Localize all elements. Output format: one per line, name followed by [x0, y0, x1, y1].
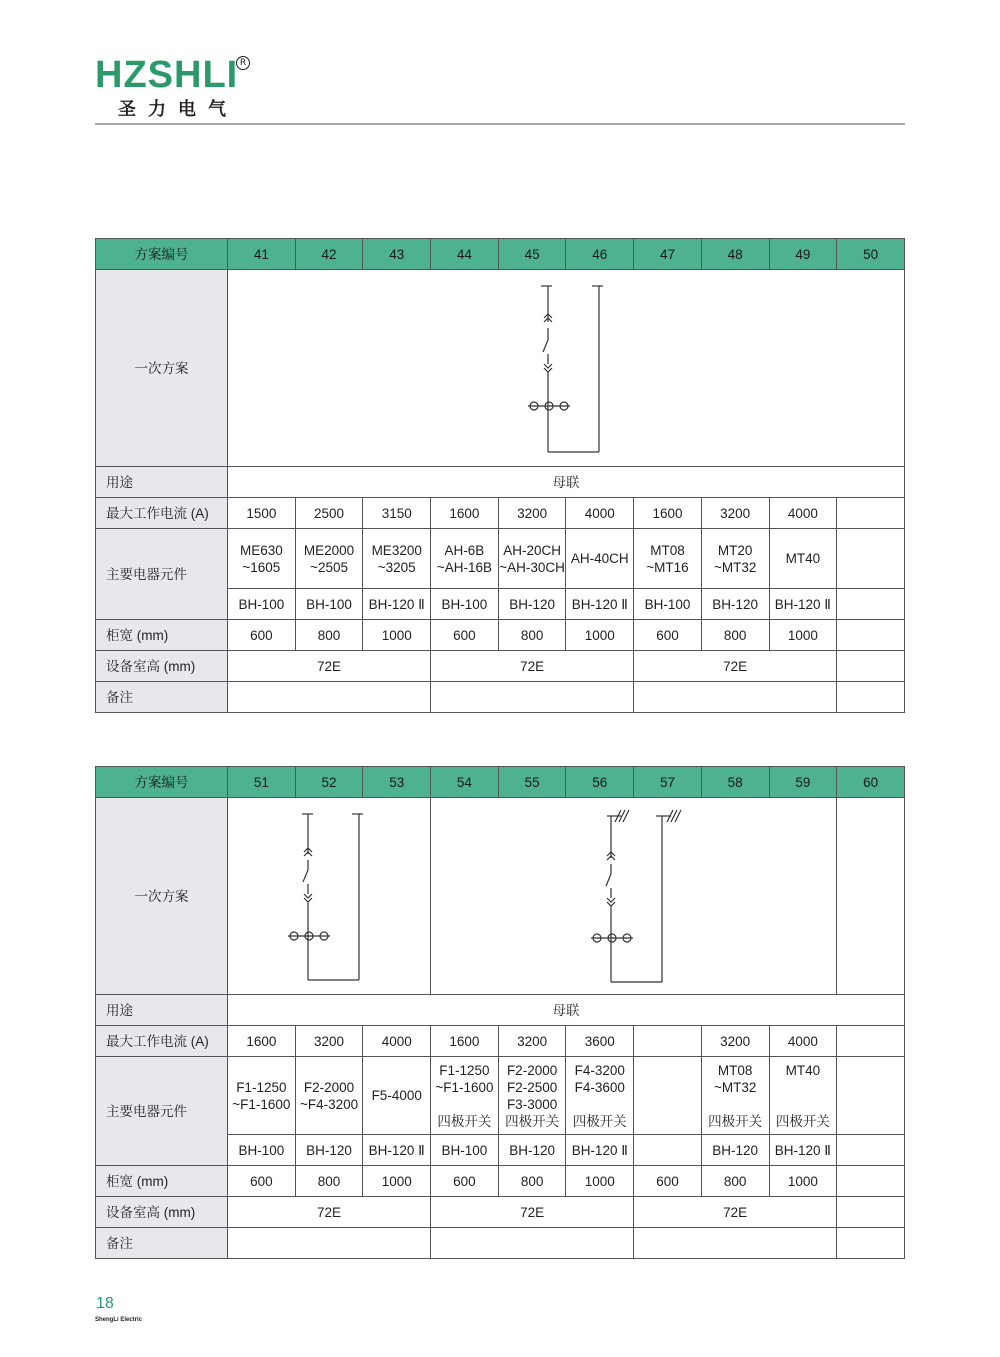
width-value — [837, 620, 905, 651]
row-label: 最大工作电流 (A) — [96, 1026, 228, 1057]
component-line: ~F1-1600 — [435, 1079, 494, 1095]
component-line: F1-1250 — [236, 1079, 287, 1095]
component-line: MT08 — [717, 1062, 753, 1078]
room-height-row — [96, 1197, 905, 1228]
usage-value: 母联 — [228, 467, 905, 498]
width-value: 800 — [295, 1166, 363, 1197]
scheme-number: 49 — [769, 239, 837, 270]
single-line-diagram — [228, 270, 905, 467]
note-cell — [837, 682, 905, 713]
component-cell — [769, 1057, 837, 1135]
component-line: ~MT32 — [713, 1079, 757, 1095]
note-cell — [431, 1228, 634, 1259]
current-value — [837, 1026, 905, 1057]
primary-scheme-row — [96, 270, 905, 467]
width-value: 1000 — [566, 620, 634, 651]
component-line — [431, 1096, 498, 1113]
component-cell — [701, 529, 769, 589]
component-value: BH-120 — [498, 1135, 566, 1166]
current-value: 4000 — [769, 1026, 837, 1057]
component-value: BH-100 — [295, 589, 363, 620]
current-value: 3200 — [295, 1026, 363, 1057]
component-line: F2-2500 — [506, 1079, 558, 1095]
component-value: BH-120 Ⅱ — [566, 1135, 634, 1166]
components-top-row — [96, 529, 905, 589]
component-cell — [498, 1057, 566, 1135]
component-value: BH-100 — [431, 589, 499, 620]
width-value: 600 — [228, 620, 296, 651]
component-cell — [431, 1057, 499, 1135]
component-line: 四极开关 — [775, 1113, 830, 1129]
component-line: MT08 — [650, 542, 685, 558]
room-value: 72E — [431, 1197, 634, 1228]
row-label: 最大工作电流 (A) — [96, 498, 228, 529]
current-value: 2500 — [295, 498, 363, 529]
component-value: BH-120 Ⅱ — [363, 1135, 431, 1166]
component-line: 四极开关 — [505, 1113, 560, 1129]
single-line-diagram-four-pole — [431, 798, 837, 995]
component-value: BH-100 — [228, 1135, 296, 1166]
current-value — [634, 1026, 702, 1057]
scheme-number: 57 — [634, 767, 702, 798]
header-label: 方案编号 — [96, 767, 228, 798]
component-cell — [566, 1057, 634, 1135]
room-value: 72E — [431, 651, 634, 682]
component-cell — [363, 1057, 431, 1135]
component-line: ME3200 — [371, 542, 422, 558]
component-cell — [295, 529, 363, 589]
components-top-row — [96, 1057, 905, 1135]
current-value: 3150 — [363, 498, 431, 529]
scheme-number: 54 — [431, 767, 499, 798]
scheme-number: 59 — [769, 767, 837, 798]
component-cell — [837, 529, 905, 589]
note-cell — [634, 682, 837, 713]
scheme-number: 50 — [837, 239, 905, 270]
width-value — [837, 1166, 905, 1197]
component-line: F2-2000 — [506, 1062, 558, 1078]
component-value: BH-120 Ⅱ — [363, 589, 431, 620]
note-row — [96, 1228, 905, 1259]
bus-tie-diagram — [228, 270, 904, 466]
current-row — [96, 1026, 905, 1057]
table-header-row — [96, 239, 905, 270]
width-value: 600 — [431, 620, 499, 651]
row-label: 主要电器元件 — [96, 529, 228, 620]
component-value: BH-120 Ⅱ — [769, 589, 837, 620]
room-value: 72E — [228, 1197, 431, 1228]
component-line: ~MT16 — [646, 559, 689, 575]
scheme-number: 43 — [363, 239, 431, 270]
row-label: 柜宽 (mm) — [96, 1166, 228, 1197]
component-cell — [498, 529, 566, 589]
note-cell — [228, 682, 431, 713]
current-value: 4000 — [769, 498, 837, 529]
component-cell — [431, 529, 499, 589]
component-cell — [566, 529, 634, 589]
component-line — [770, 1079, 837, 1096]
scheme-number: 47 — [634, 239, 702, 270]
component-cell — [295, 1057, 363, 1135]
primary-scheme-row — [96, 798, 905, 995]
brand-logo: HZSHLI — [95, 54, 239, 96]
scheme-number: 52 — [295, 767, 363, 798]
width-value: 1000 — [769, 1166, 837, 1197]
component-cell — [837, 1057, 905, 1135]
component-line — [566, 1096, 633, 1113]
usage-row — [96, 467, 905, 498]
usage-value: 母联 — [228, 995, 905, 1026]
component-cell — [363, 529, 431, 589]
current-value: 3200 — [701, 498, 769, 529]
scheme-number: 58 — [701, 767, 769, 798]
width-value: 600 — [228, 1166, 296, 1197]
row-label: 用途 — [96, 467, 228, 498]
current-value: 1600 — [634, 498, 702, 529]
component-line: F1-1250 — [439, 1062, 490, 1078]
current-value: 3200 — [701, 1026, 769, 1057]
component-line: AH-40CH — [570, 551, 629, 566]
row-label: 一次方案 — [96, 798, 228, 995]
component-line — [702, 1096, 769, 1113]
component-line: 四极开关 — [572, 1113, 627, 1129]
component-value — [837, 589, 905, 620]
note-cell — [228, 1228, 431, 1259]
header-divider — [95, 123, 905, 125]
component-value: BH-100 — [634, 589, 702, 620]
row-label: 一次方案 — [96, 270, 228, 467]
row-label: 设备室高 (mm) — [96, 1197, 228, 1228]
width-value: 600 — [431, 1166, 499, 1197]
room-value: 72E — [634, 1197, 837, 1228]
component-line: F4-3600 — [574, 1079, 625, 1095]
width-value: 1000 — [363, 1166, 431, 1197]
scheme-number: 60 — [837, 767, 905, 798]
current-value — [837, 498, 905, 529]
component-line: ME630 — [239, 542, 283, 558]
component-line — [770, 1096, 837, 1113]
component-line: ~MT32 — [713, 559, 757, 575]
component-line: ~1605 — [242, 559, 281, 575]
component-value: BH-120 — [295, 1135, 363, 1166]
single-line-diagram — [228, 798, 431, 995]
scheme-table-2 — [95, 766, 905, 1259]
header-label: 方案编号 — [96, 239, 228, 270]
room-height-row — [96, 651, 905, 682]
component-line: MT40 — [785, 1062, 821, 1078]
width-value: 800 — [295, 620, 363, 651]
usage-row — [96, 995, 905, 1026]
scheme-number: 51 — [228, 767, 296, 798]
component-cell — [634, 1057, 702, 1135]
component-cell — [769, 529, 837, 589]
component-line: MT40 — [785, 551, 821, 566]
room-value — [837, 651, 905, 682]
width-row — [96, 1166, 905, 1197]
component-value: BH-120 — [701, 1135, 769, 1166]
scheme-number: 55 — [498, 767, 566, 798]
current-value: 3200 — [498, 1026, 566, 1057]
registered-mark: R — [236, 56, 250, 70]
component-line: ~AH-30CH — [499, 559, 565, 575]
width-value: 1000 — [566, 1166, 634, 1197]
component-cell — [228, 529, 296, 589]
brand-name-cn: 圣力电气 — [118, 99, 238, 120]
current-value: 1500 — [228, 498, 296, 529]
component-line: F5-4000 — [371, 1088, 422, 1103]
footer-brand: ShengLi Electric — [95, 1317, 143, 1323]
component-cell — [634, 529, 702, 589]
width-value: 600 — [634, 1166, 702, 1197]
width-value: 1000 — [769, 620, 837, 651]
diagram-empty-cell — [837, 798, 905, 995]
component-line: 四极开关 — [437, 1113, 492, 1129]
component-value: BH-100 — [228, 589, 296, 620]
current-value: 3600 — [566, 1026, 634, 1057]
component-line: MT20 — [717, 542, 753, 558]
current-row — [96, 498, 905, 529]
component-value: BH-120 Ⅱ — [769, 1135, 837, 1166]
room-value: 72E — [634, 651, 837, 682]
component-line: F3-3000 — [506, 1096, 558, 1112]
width-value: 800 — [701, 1166, 769, 1197]
scheme-table-1 — [95, 238, 905, 713]
room-value: 72E — [228, 651, 431, 682]
scheme-number: 45 — [498, 239, 566, 270]
row-label: 柜宽 (mm) — [96, 620, 228, 651]
width-value: 800 — [701, 620, 769, 651]
bus-tie-diagram — [228, 798, 430, 994]
component-line: AH-6B — [444, 542, 485, 558]
scheme-number: 42 — [295, 239, 363, 270]
current-value: 1600 — [431, 1026, 499, 1057]
width-value: 800 — [498, 620, 566, 651]
scheme-number: 48 — [701, 239, 769, 270]
component-line: ~2505 — [310, 559, 348, 575]
component-line: 四极开关 — [708, 1113, 763, 1129]
note-cell — [837, 1228, 905, 1259]
component-line: F2-2000 — [303, 1079, 355, 1095]
current-value: 4000 — [566, 498, 634, 529]
current-value: 3200 — [498, 498, 566, 529]
scheme-number: 46 — [566, 239, 634, 270]
component-line: ~AH-16B — [436, 559, 492, 575]
component-value: BH-100 — [431, 1135, 499, 1166]
bus-tie-diagram-four-pole — [431, 798, 837, 994]
component-value: BH-120 Ⅱ — [566, 589, 634, 620]
table-header-row — [96, 767, 905, 798]
current-value: 4000 — [363, 1026, 431, 1057]
component-cell — [701, 1057, 769, 1135]
row-label: 用途 — [96, 995, 228, 1026]
row-label: 备注 — [96, 682, 228, 713]
width-value: 800 — [498, 1166, 566, 1197]
page-number: 18 — [96, 1295, 114, 1312]
component-line: ME2000 — [303, 542, 355, 558]
component-value — [634, 1135, 702, 1166]
note-cell — [634, 1228, 837, 1259]
component-line: ~F1-1600 — [232, 1096, 291, 1112]
width-value: 600 — [634, 620, 702, 651]
component-line: F4-3200 — [574, 1062, 625, 1078]
component-line: ~F4-3200 — [299, 1096, 359, 1112]
note-cell — [431, 682, 634, 713]
scheme-number: 53 — [363, 767, 431, 798]
scheme-number: 56 — [566, 767, 634, 798]
row-label: 备注 — [96, 1228, 228, 1259]
scheme-number: 41 — [228, 239, 296, 270]
width-value: 1000 — [363, 620, 431, 651]
component-value: BH-120 — [701, 589, 769, 620]
scheme-number: 44 — [431, 239, 499, 270]
width-row — [96, 620, 905, 651]
component-line: ~3205 — [377, 559, 416, 575]
note-row — [96, 682, 905, 713]
row-label: 主要电器元件 — [96, 1057, 228, 1166]
current-value: 1600 — [228, 1026, 296, 1057]
room-value — [837, 1197, 905, 1228]
component-line: AH-20CH — [503, 542, 561, 558]
row-label: 设备室高 (mm) — [96, 651, 228, 682]
current-value: 1600 — [431, 498, 499, 529]
component-value — [837, 1135, 905, 1166]
component-cell — [228, 1057, 296, 1135]
component-value: BH-120 — [498, 589, 566, 620]
